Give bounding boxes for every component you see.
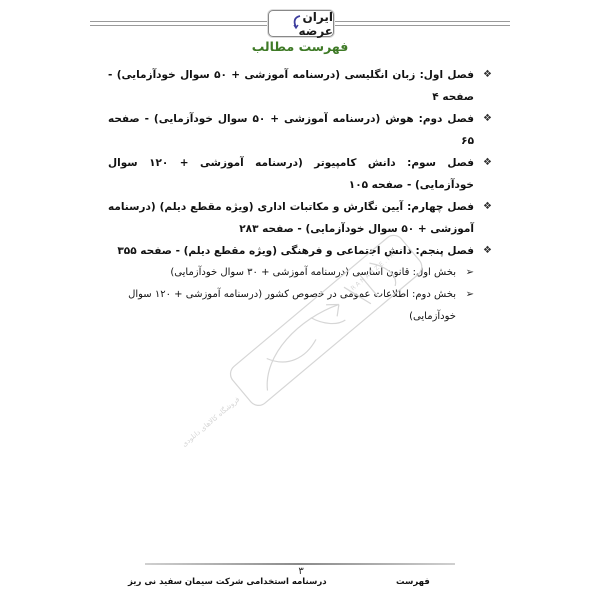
page-number: ۳ bbox=[298, 566, 304, 577]
watermark-site: IRANARZE.IR bbox=[346, 250, 398, 295]
header-rule-left bbox=[90, 21, 268, 26]
diamond-bullet-icon: ❖ bbox=[483, 201, 492, 212]
arrow-bullet-icon: ➢ bbox=[465, 289, 474, 300]
toc-title: فهرست مطالب bbox=[251, 39, 349, 54]
toc-chapter-4 bbox=[108, 196, 494, 240]
footer-document-title: درسنامه استخدامی شرکت سیمان سفید نی ریز bbox=[128, 577, 327, 587]
logo-text: ایران عرضه bbox=[298, 9, 333, 38]
toc-chapter-text: فصل اول: زبان انگلیسی (درسنامه آموزشی + ۵۰ سوال خودآزمایی) - صفحه ۴ bbox=[108, 69, 475, 103]
header-rule-right bbox=[332, 21, 510, 26]
table-of-contents bbox=[108, 64, 494, 328]
toc-section-1 bbox=[108, 262, 494, 284]
arrow-bullet-icon: ➢ bbox=[465, 267, 474, 278]
toc-section-2 bbox=[108, 284, 494, 328]
diamond-bullet-icon: ❖ bbox=[483, 245, 492, 256]
toc-chapter-text: فصل پنجم: دانش اجتماعی و فرهنگی (ویژه مقطع دیلم) - صفحه ۳۵۵ bbox=[117, 245, 474, 257]
toc-chapter-text: فصل دوم: هوش (درسنامه آموزشی + ۵۰ سوال خودآزمایی) - صفحه ۶۵ bbox=[108, 113, 474, 147]
toc-chapter-1 bbox=[108, 64, 494, 108]
toc-chapter-2 bbox=[108, 108, 494, 152]
toc-chapter-text: فصل چهارم: آیین نگارش و مکاتبات اداری (ویژه مقطع دیلم) (درسنامه آموزشی + ۵۰ سوال خودآزمایی) - صفحه ۲۸۳ bbox=[108, 201, 474, 235]
toc-chapter-5 bbox=[108, 240, 494, 262]
toc-chapter-3 bbox=[108, 152, 494, 196]
toc-section-text: بخش اول: قانون اساسی (درسنامه آموزشی + ۳۰ سوال خودآزمایی) bbox=[170, 267, 456, 278]
watermark-tagline: فروشگاه کالاهای دانلودی bbox=[180, 395, 242, 449]
toc-section-text: بخش دوم: اطلاعات عمومی در خصوص کشور (درسنامه آموزشی + ۱۲۰ سوال خودآزمایی) bbox=[128, 289, 456, 322]
diamond-bullet-icon: ❖ bbox=[483, 157, 492, 168]
footer-section-label: فهرست bbox=[396, 577, 430, 587]
footer-rule bbox=[145, 563, 455, 565]
arrow-swoosh-icon bbox=[292, 15, 302, 29]
diamond-bullet-icon: ❖ bbox=[483, 69, 492, 80]
diamond-bullet-icon: ❖ bbox=[483, 113, 492, 124]
toc-chapter-text: فصل سوم: دانش کامپیوتر (درسنامه آموزشی + ۱۲۰ سوال خودآزمایی) - صفحه ۱۰۵ bbox=[108, 157, 474, 191]
